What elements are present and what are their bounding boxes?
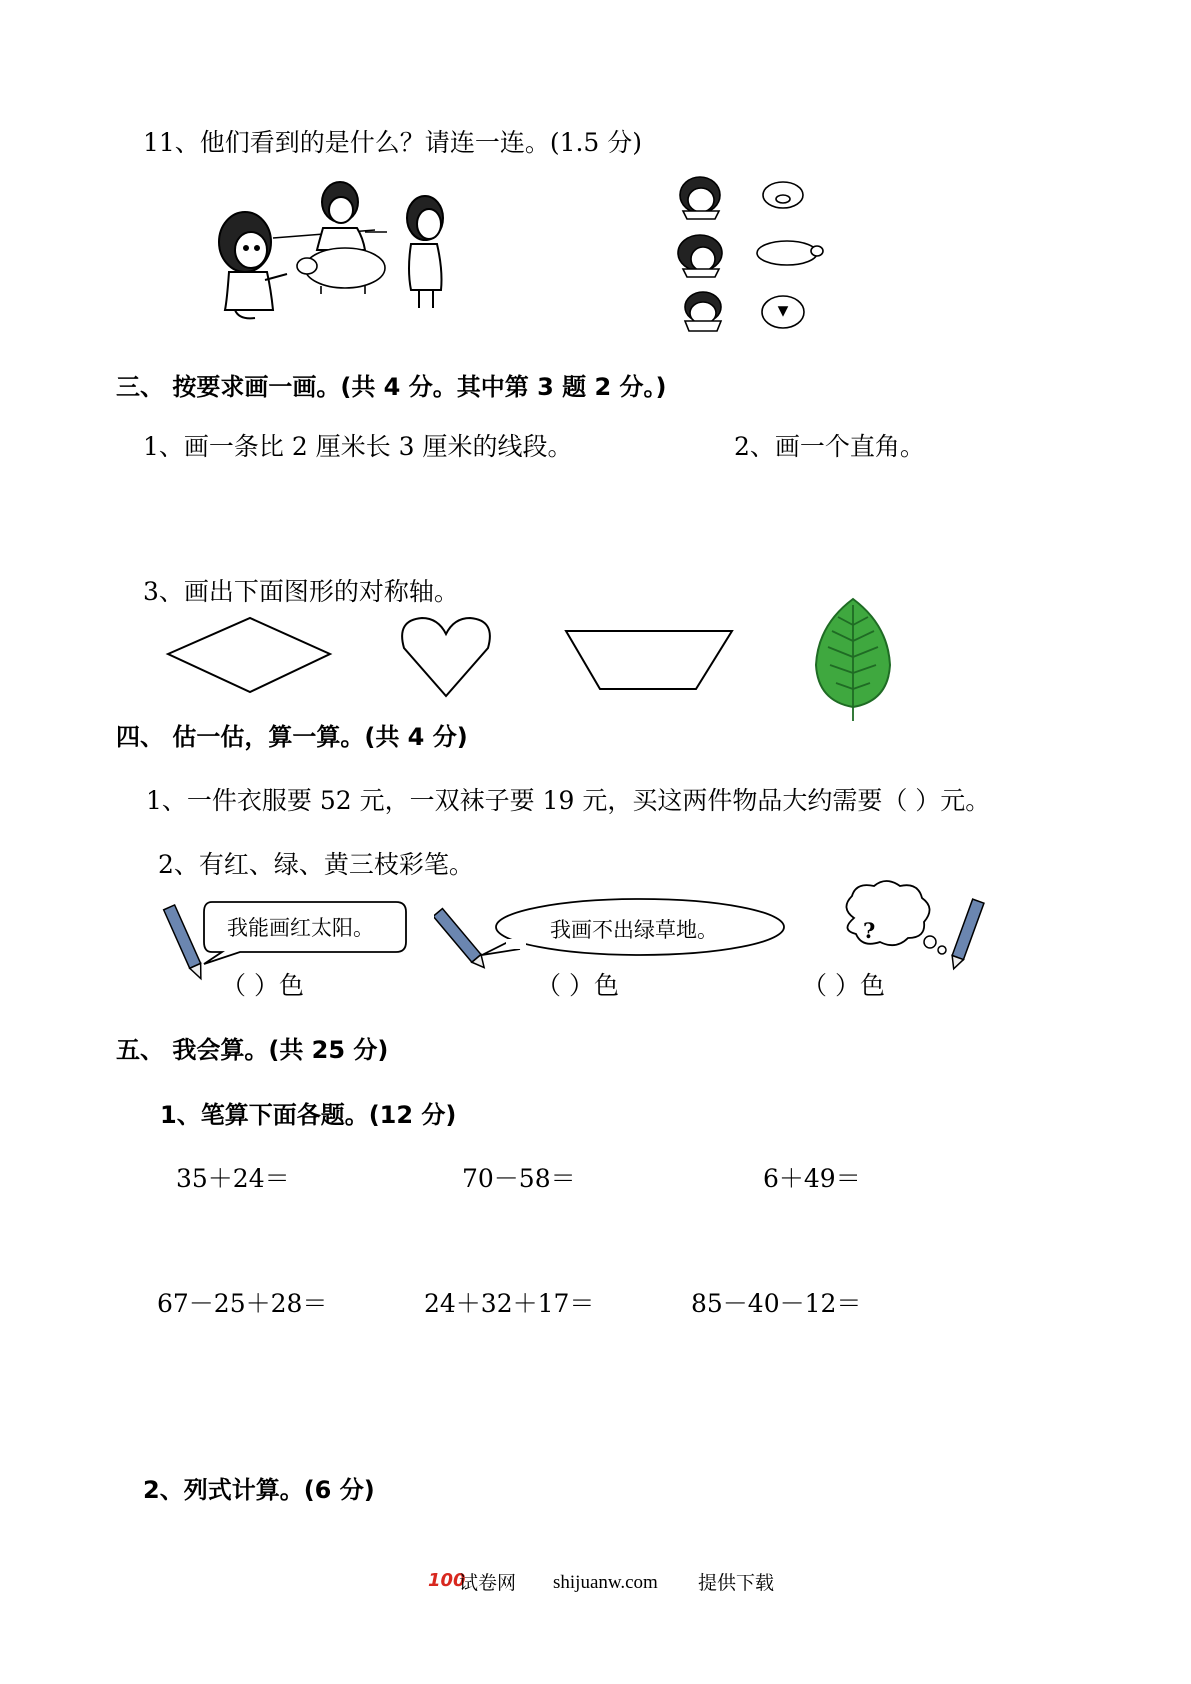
footer-note: 提供下载 — [698, 1572, 775, 1594]
boy-face-3 — [685, 292, 721, 331]
pencil-3-icon — [944, 895, 988, 975]
girl-figure — [219, 212, 287, 318]
color-blank-1[interactable]: （ ）色 — [221, 971, 304, 1000]
boy-middle-figure — [317, 182, 365, 250]
speech-bubble-1-text: 我能画红太阳。 — [227, 916, 374, 940]
calc-item: 67－25＋28＝ — [157, 1289, 328, 1318]
rhombus-shape — [160, 612, 340, 698]
section-4-heading: 四、 估一估，算一算。(共 4 分) — [116, 723, 468, 751]
leaf-shape — [808, 595, 898, 725]
q11-title: 11、他们看到的是什么？请连一连。(1.5 分) — [143, 128, 643, 157]
color-blank-3[interactable]: （ ）色 — [802, 971, 885, 1000]
color-blank-2[interactable]: （ ）色 — [536, 971, 619, 1000]
children-looking-at-pig-illustration — [215, 180, 485, 330]
sec3-question-2: 2、画一个直角。 — [734, 432, 925, 461]
thought-cloud-text: ? — [863, 918, 876, 943]
sec5-subquestion-2: 2、列式计算。(6 分) — [143, 1476, 375, 1504]
sec4-question-2: 2、有红、绿、黄三枝彩笔。 — [158, 850, 474, 879]
trapezoid-shape — [560, 625, 740, 695]
calc-item: 70－58＝ — [462, 1164, 576, 1193]
calc-item: 6＋49＝ — [763, 1164, 861, 1193]
section-3-heading: 三、 按要求画一画。(共 4 分。其中第 3 题 2 分。) — [116, 373, 667, 401]
section-5-heading: 五、 我会算。(共 25 分) — [116, 1036, 389, 1064]
sec5-subquestion-1: 1、笔算下面各题。(12 分) — [160, 1101, 457, 1129]
pig-front-view — [763, 182, 803, 208]
boy-face-1 — [680, 177, 720, 219]
girl-face-2 — [678, 235, 722, 277]
footer-url[interactable]: shijuanw.com — [553, 1572, 658, 1593]
heart-shape — [398, 612, 494, 702]
sec4-question-1: 1、一件衣服要 52 元，一双袜子要 19 元，买这两件物品大约需要（ ）元。 — [146, 786, 991, 815]
footer-site-name: 试卷网 — [459, 1572, 517, 1594]
footer-logo: 100 — [428, 1570, 466, 1591]
pig-side-view — [757, 241, 823, 265]
sec3-question-3: 3、画出下面图形的对称轴。 — [143, 577, 459, 606]
calc-item: 24＋32＋17＝ — [424, 1289, 595, 1318]
match-faces-and-views-illustration — [675, 175, 835, 335]
speech-bubble-2-text: 我画不出绿草地。 — [550, 918, 718, 942]
calc-item: 35＋24＝ — [176, 1164, 290, 1193]
sec3-question-1: 1、画一条比 2 厘米长 3 厘米的线段。 — [143, 432, 573, 461]
calc-item: 85－40－12＝ — [691, 1289, 862, 1318]
pig-figure — [297, 248, 385, 294]
boy-right-figure — [407, 196, 443, 308]
pig-back-view — [762, 296, 804, 328]
